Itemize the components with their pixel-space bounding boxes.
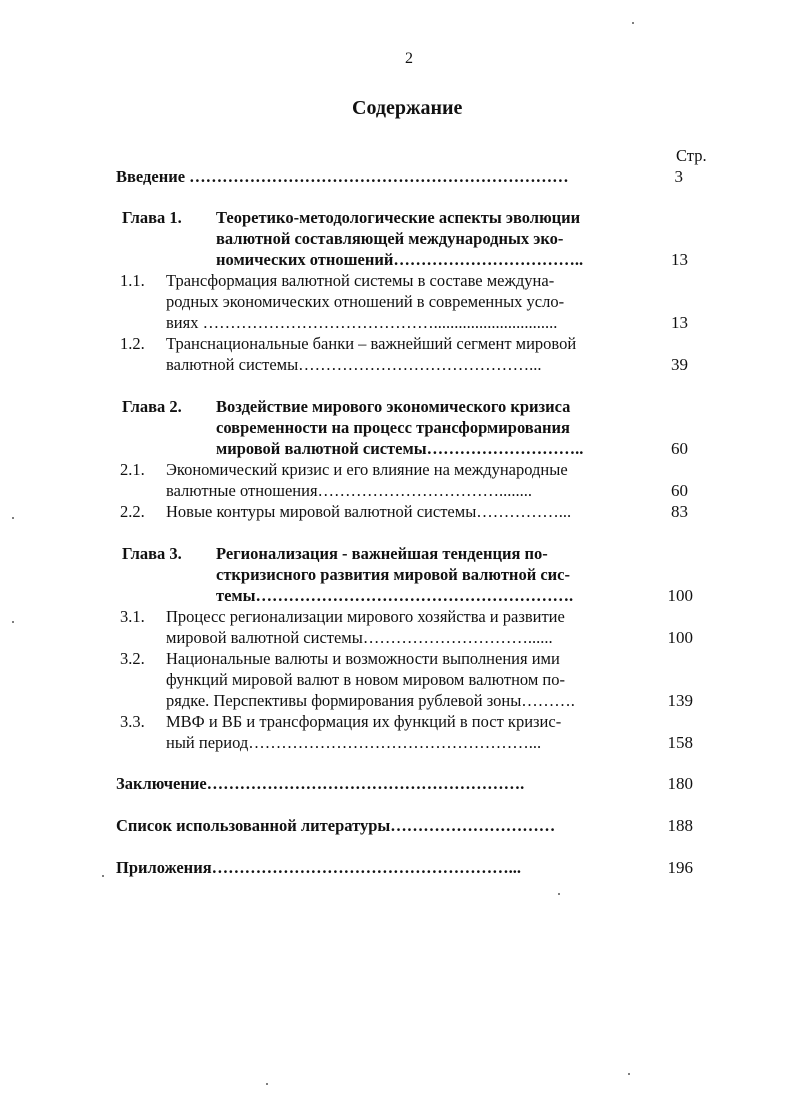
scan-speck (102, 875, 104, 877)
chapter-1-title-line: Теоретико-методологические аспекты эволюции (216, 208, 581, 227)
section-title-line: Национальные валюты и возможности выполнения ими (166, 649, 560, 668)
scan-speck (558, 893, 560, 895)
page-number: 2 (405, 50, 413, 67)
scan-speck (628, 1073, 630, 1075)
section-title-line: функций мировой валют в новом мировом валютном по- (166, 670, 565, 689)
section-title-line: Экономический кризис и его влияние на международные (166, 460, 568, 479)
chapter-3-label: Глава 3. (122, 544, 182, 563)
toc-page-section: 100 (667, 628, 693, 647)
page-column-label: Стр. (676, 146, 707, 165)
section-number: 3.2. (120, 649, 145, 668)
chapter-3-title-line: темы…………………………………………………. (216, 586, 574, 605)
toc-page-section: 158 (667, 733, 693, 752)
toc-entry-appendices: Приложения………………………………………………... (116, 858, 521, 877)
section-number: 1.1. (120, 271, 145, 290)
chapter-2-title-line: Воздействие мирового экономического кризиса (216, 397, 571, 416)
scan-speck (12, 517, 14, 519)
section-title-line: Трансформация валютной системы в составе междуна- (166, 271, 555, 290)
chapter-1-title-line: номических отношений…………………………….. (216, 250, 584, 269)
toc-page-appendices: 196 (667, 858, 693, 877)
section-number: 2.2. (120, 502, 145, 521)
section-title-line: рядке. Перспективы формирования рублевой зоны………. (166, 691, 575, 710)
chapter-2-title-line: мировой валютной системы……………………….. (216, 439, 584, 458)
section-title-line: Транснациональные банки – важнейший сегмент мировой (166, 334, 577, 353)
toc-page-section: 39 (671, 355, 688, 374)
chapter-3-title-line: сткризисного развития мировой валютной сис- (216, 565, 570, 584)
section-number: 1.2. (120, 334, 145, 353)
chapter-1-title-line: валютной составляющей международных эко- (216, 229, 564, 248)
section-title-line: ный период……………………………………………... (166, 733, 542, 752)
section-number: 3.1. (120, 607, 145, 626)
section-title-line: МВФ и ВБ и трансформация их функций в пост кризис- (166, 712, 562, 731)
section-title-line: виях …………………………………….............................. (166, 313, 558, 332)
toc-page-chapter-2: 60 (671, 439, 688, 458)
chapter-3-title-line: Регионализация - важнейшая тенденция по- (216, 544, 548, 563)
scan-speck (12, 621, 14, 623)
toc-entry-references: Список использованной литературы………………………… (116, 816, 556, 835)
scan-speck (266, 1083, 268, 1085)
toc-entry-conclusion: Заключение…………………………………………………. (116, 774, 525, 793)
scan-speck (632, 22, 634, 24)
toc-page-chapter-1: 13 (671, 250, 688, 269)
section-number: 3.3. (120, 712, 145, 731)
chapter-2-label: Глава 2. (122, 397, 182, 416)
section-title-line: мировой валютной системы…………………………...... (166, 628, 553, 647)
toc-page-section: 60 (671, 481, 688, 500)
section-title-line: валютные отношения……………………………........ (166, 481, 533, 500)
toc-page-conclusion: 180 (667, 774, 693, 793)
toc-page-section: 13 (671, 313, 688, 332)
section-title-line: Новые контуры мировой валютной системы……………... (166, 502, 572, 521)
toc-page-section: 83 (671, 502, 688, 521)
toc-page-intro: 3 (674, 167, 683, 186)
toc-page-chapter-3: 100 (667, 586, 693, 605)
section-title-line: валютной системы……………………………………... (166, 355, 542, 374)
chapter-1-label: Глава 1. (122, 208, 182, 227)
section-title-line: родных экономических отношений в современных усло- (166, 292, 565, 311)
section-title-line: Процесс регионализации мирового хозяйства и развитие (166, 607, 565, 626)
toc-page-section: 139 (667, 691, 693, 710)
page-title: Содержание (352, 97, 463, 119)
toc-entry-intro: Введение …………………………………………………………… (116, 167, 569, 186)
section-number: 2.1. (120, 460, 145, 479)
toc-page-references: 188 (667, 816, 693, 835)
chapter-2-title-line: современности на процесс трансформирования (216, 418, 570, 437)
